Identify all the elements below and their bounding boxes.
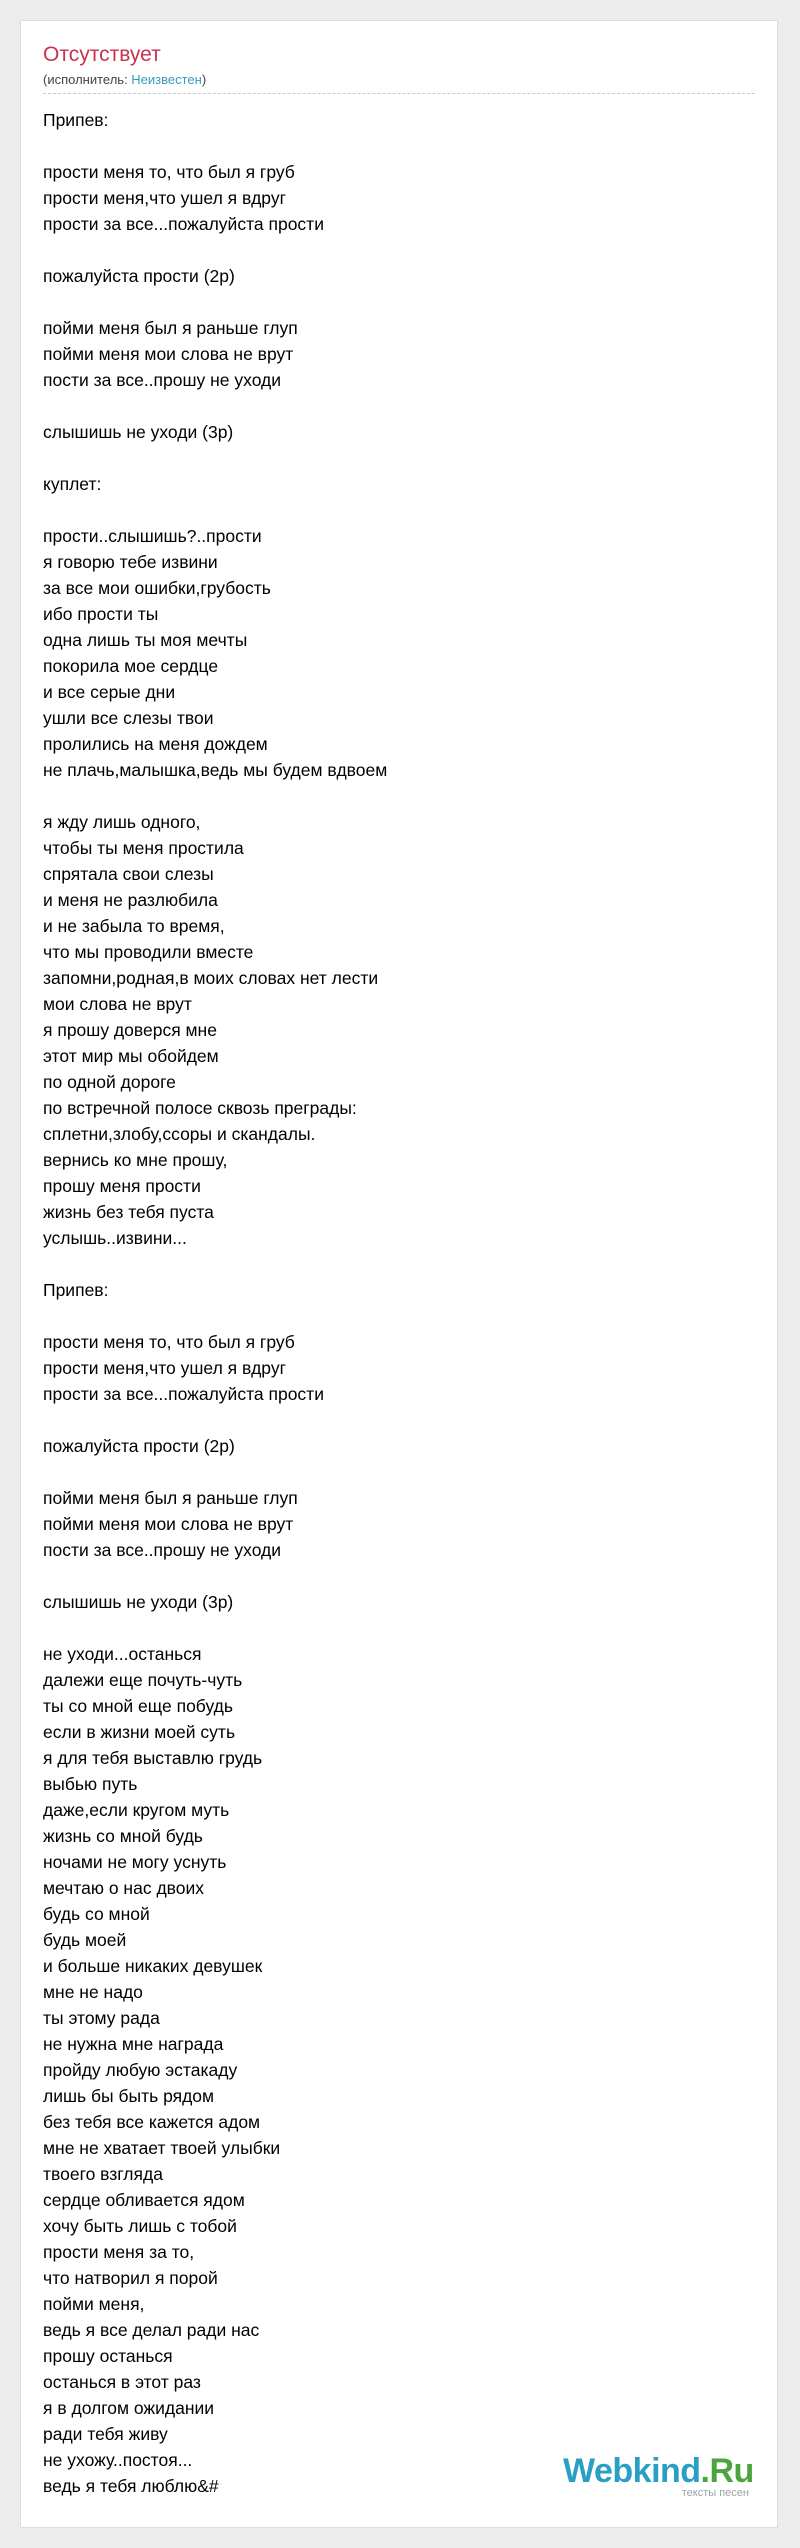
lyric-line: одна лишь ты моя мечты	[43, 630, 248, 650]
lyric-line: мне не надо	[43, 1982, 143, 2002]
lyric-line: прошу останься	[43, 2346, 173, 2366]
lyric-line: этот мир мы обойдем	[43, 1046, 219, 1066]
lyric-line: пожалуйста прости (2р)	[43, 1436, 235, 1456]
lyric-line: будь со мной	[43, 1904, 150, 1924]
lyric-line: не уходи...останься	[43, 1644, 202, 1664]
lyric-line: покорила мое сердце	[43, 656, 219, 676]
lyric-blank-line	[43, 497, 743, 523]
logo-tagline: тексты песен	[681, 2487, 749, 2499]
lyric-line: прости меня то, что был я груб	[43, 162, 295, 182]
lyric-line: Припев:	[43, 1280, 109, 1300]
song-card	[20, 20, 778, 2528]
lyric-line: ты этому рада	[43, 2008, 160, 2028]
lyric-line: ради тебя живу	[43, 2424, 168, 2444]
lyric-line: пролились на меня дождем	[43, 734, 268, 754]
lyric-line: по одной дороге	[43, 1072, 176, 1092]
artist-prefix: (исполнитель:	[43, 72, 132, 87]
lyric-line: пойми меня мои слова не врут	[43, 1514, 294, 1534]
lyric-line: ты со мной еще побудь	[43, 1696, 233, 1716]
lyric-blank-line	[43, 1563, 743, 1589]
lyric-line: я для тебя выставлю грудь	[43, 1748, 263, 1768]
logo-main-text: Webkind	[563, 2452, 701, 2490]
artist-link[interactable]: Неизвестен	[131, 72, 202, 87]
lyric-line: пости за все..прошу не уходи	[43, 370, 282, 390]
lyric-line: что натворил я порой	[43, 2268, 218, 2288]
song-title: Отсутствует	[43, 43, 161, 66]
lyric-line: ведь я тебя люблю&#	[43, 2476, 219, 2496]
lyric-line: пойми меня,	[43, 2294, 145, 2314]
lyric-line: и все серые дни	[43, 682, 176, 702]
lyric-blank-line	[43, 1251, 743, 1277]
lyric-line: ночами не могу уснуть	[43, 1852, 227, 1872]
lyric-line: лишь бы быть рядом	[43, 2086, 215, 2106]
artist-suffix: )	[201, 72, 207, 87]
lyric-line: ведь я все делал ради нас	[43, 2320, 260, 2340]
lyric-line: запомни,родная,в моих словах нет лести	[43, 968, 379, 988]
lyric-line: пости за все..прошу не уходи	[43, 1540, 282, 1560]
lyric-blank-line	[43, 289, 743, 315]
lyric-line: прости меня,что ушел я вдруг	[43, 1358, 286, 1378]
lyric-line: услышь..извини...	[43, 1228, 187, 1248]
lyric-line: вернись ко мне прошу,	[43, 1150, 228, 1170]
logo-suffix-text: .Ru	[700, 2452, 754, 2490]
lyric-line: прости..слышишь?..прости	[43, 526, 262, 546]
lyric-line: я в долгом ожидании	[43, 2398, 215, 2418]
lyric-line: останься в этот раз	[43, 2372, 201, 2392]
lyric-line: прости за все...пожалуйста прости	[43, 1384, 324, 1404]
lyric-line: будь моей	[43, 1930, 127, 1950]
lyric-line: что мы проводили вместе	[43, 942, 254, 962]
lyric-line: и больше никаких девушек	[43, 1956, 263, 1976]
lyric-line: прости меня за то,	[43, 2242, 195, 2262]
lyric-blank-line	[43, 1407, 743, 1433]
lyric-line: без тебя все кажется адом	[43, 2112, 261, 2132]
lyric-blank-line	[43, 445, 743, 471]
lyric-line: ушли все слезы твои	[43, 708, 214, 728]
lyric-line: Припев:	[43, 110, 109, 130]
lyric-line: не плачь,малышка,ведь мы будем вдвоем	[43, 760, 388, 780]
lyric-line: прости меня то, что был я груб	[43, 1332, 295, 1352]
lyric-line: не нужна мне награда	[43, 2034, 224, 2054]
lyric-line: пройду любую эстакаду	[43, 2060, 238, 2080]
lyric-line: и не забыла то время,	[43, 916, 225, 936]
lyric-line: чтобы ты меня простила	[43, 838, 244, 858]
artist-line	[43, 72, 206, 88]
lyric-line: сплетни,злобу,ссоры и скандалы.	[43, 1124, 316, 1144]
lyric-blank-line	[43, 1615, 743, 1641]
lyric-line: ибо прости ты	[43, 604, 159, 624]
lyrics-body	[43, 107, 743, 2499]
lyric-line: слышишь не уходи (3р)	[43, 422, 234, 442]
lyric-line: сердце обливается ядом	[43, 2190, 245, 2210]
lyric-blank-line	[43, 783, 743, 809]
lyric-blank-line	[43, 393, 743, 419]
lyric-line: если в жизни моей суть	[43, 1722, 236, 1742]
lyric-line: мои слова не врут	[43, 994, 192, 1014]
logo-wordmark	[563, 2453, 753, 2489]
lyric-line: я прошу доверся мне	[43, 1020, 217, 1040]
lyric-blank-line	[43, 237, 743, 263]
lyric-line: пойми меня мои слова не врут	[43, 344, 294, 364]
site-logo[interactable]	[563, 2453, 753, 2503]
lyric-line: пойми меня был я раньше глуп	[43, 318, 298, 338]
lyric-line: пойми меня был я раньше глуп	[43, 1488, 298, 1508]
lyric-line: я говорю тебе извини	[43, 552, 218, 572]
lyric-line: прости за все...пожалуйста прости	[43, 214, 324, 234]
lyric-line: слышишь не уходи (3р)	[43, 1592, 234, 1612]
lyric-line: мечтаю о нас двоих	[43, 1878, 205, 1898]
lyric-line: спрятала свои слезы	[43, 864, 214, 884]
lyric-line: прости меня,что ушел я вдруг	[43, 188, 286, 208]
lyric-line: твоего взгляда	[43, 2164, 163, 2184]
lyric-blank-line	[43, 1459, 743, 1485]
lyric-line: выбью путь	[43, 1774, 138, 1794]
lyric-line: даже,если кругом муть	[43, 1800, 230, 1820]
lyric-line: прошу меня прости	[43, 1176, 201, 1196]
lyric-line: по встречной полосе сквозь преграды:	[43, 1098, 357, 1118]
lyric-line: хочу быть лишь с тобой	[43, 2216, 237, 2236]
lyric-line: мне не хватает твоей улыбки	[43, 2138, 281, 2158]
title-divider	[43, 93, 755, 94]
lyric-line: и меня не разлюбила	[43, 890, 218, 910]
lyric-line: за все мои ошибки,грубость	[43, 578, 271, 598]
lyric-blank-line	[43, 133, 743, 159]
lyric-blank-line	[43, 1303, 743, 1329]
lyric-line: жизнь со мной будь	[43, 1826, 203, 1846]
lyric-line: жизнь без тебя пуста	[43, 1202, 214, 1222]
lyric-line: не ухожу..постоя...	[43, 2450, 193, 2470]
lyric-line: пожалуйста прости (2р)	[43, 266, 235, 286]
lyric-line: я жду лишь одного,	[43, 812, 201, 832]
lyric-line: далежи еще почуть-чуть	[43, 1670, 243, 1690]
lyric-line: куплет:	[43, 474, 102, 494]
